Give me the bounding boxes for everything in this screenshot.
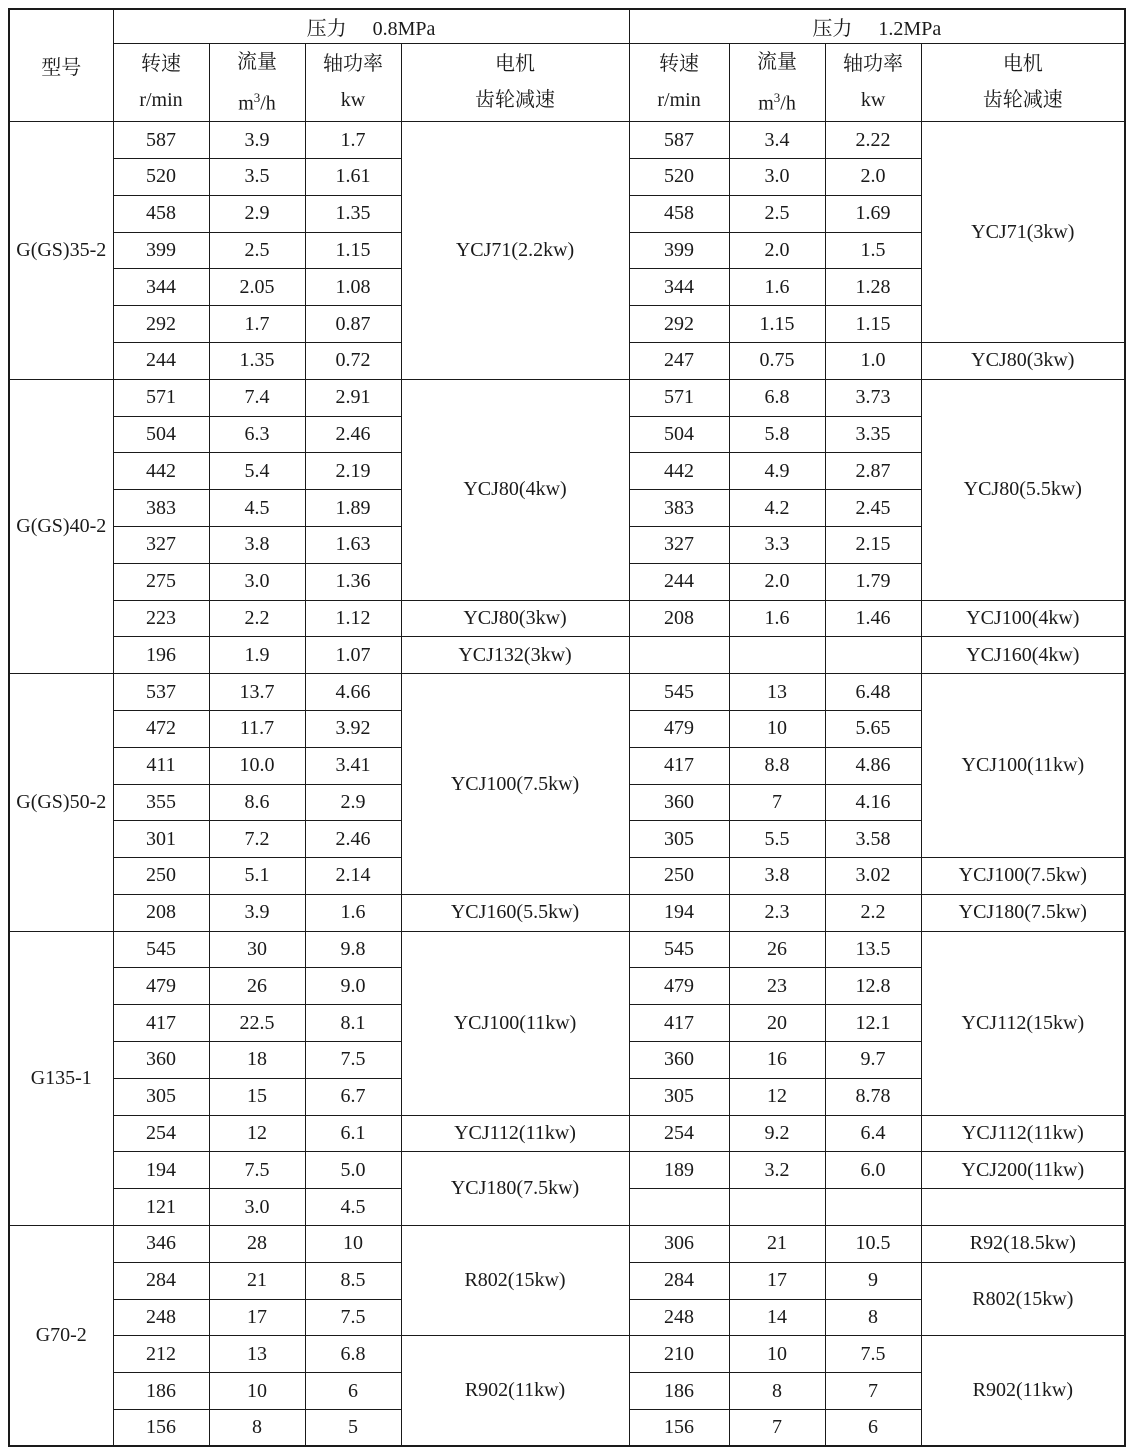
motor-cell-right: YCJ112(15kw) <box>921 931 1125 1115</box>
motor-cell-left: YCJ132(3kw) <box>401 637 629 674</box>
flow-cell-right: 6.8 <box>729 379 825 416</box>
power-cell-right <box>825 1189 921 1226</box>
motor-cell-right: YCJ180(7.5kw) <box>921 894 1125 931</box>
flow-cell-right: 13 <box>729 674 825 711</box>
power-cell-left: 1.7 <box>305 122 401 159</box>
power-cell-right: 13.5 <box>825 931 921 968</box>
flow-cell-left: 10.0 <box>209 747 305 784</box>
power-cell-left: 6.7 <box>305 1078 401 1115</box>
motor-cell-left: YCJ160(5.5kw) <box>401 894 629 931</box>
power-cell-left: 2.9 <box>305 784 401 821</box>
flow-cell-right: 1.15 <box>729 306 825 343</box>
table-row <box>9 1226 1125 1263</box>
power-cell-left: 1.63 <box>305 526 401 563</box>
flow-cell-right: 2.0 <box>729 563 825 600</box>
table-row <box>9 894 1125 931</box>
speed-cell-right: 248 <box>629 1299 729 1336</box>
flow-cell-right: 12 <box>729 1078 825 1115</box>
power-cell-left: 1.08 <box>305 269 401 306</box>
power-cell-left: 1.89 <box>305 490 401 527</box>
motor-cell-right: YCJ80(3kw) <box>921 342 1125 379</box>
speed-cell-right: 571 <box>629 379 729 416</box>
speed-cell-left: 399 <box>113 232 209 269</box>
speed-column-header: 转速 r/min <box>113 43 209 122</box>
flow-cell-right: 16 <box>729 1042 825 1079</box>
speed-cell-right: 545 <box>629 674 729 711</box>
power-cell-left: 6.1 <box>305 1115 401 1152</box>
power-cell-left: 2.19 <box>305 453 401 490</box>
power-cell-right: 3.73 <box>825 379 921 416</box>
power-cell-right: 4.86 <box>825 747 921 784</box>
flow-cell-left: 2.05 <box>209 269 305 306</box>
speed-cell-right: 194 <box>629 894 729 931</box>
power-cell-left: 0.72 <box>305 342 401 379</box>
speed-cell-right: 587 <box>629 122 729 159</box>
power-cell-right: 2.87 <box>825 453 921 490</box>
speed-cell-right: 186 <box>629 1373 729 1410</box>
motor-cell-left: YCJ71(2.2kw) <box>401 122 629 380</box>
speed-cell-left: 571 <box>113 379 209 416</box>
power-column-header: 轴功率 kw <box>825 43 921 122</box>
table-row <box>9 637 1125 674</box>
table-row <box>9 1336 1125 1373</box>
table-row <box>9 674 1125 711</box>
model-column-header: 型号 <box>9 9 113 122</box>
pressure-label: 压力 <box>812 17 853 40</box>
motor-cell-left: R902(11kw) <box>401 1336 629 1446</box>
speed-cell-right <box>629 637 729 674</box>
speed-cell-right: 156 <box>629 1410 729 1447</box>
power-cell-right: 7.5 <box>825 1336 921 1373</box>
flow-cell-left: 26 <box>209 968 305 1005</box>
flow-column-header: 流量 $m^3/h$ <box>209 43 305 122</box>
pressure-value: 1.2MPa <box>878 17 942 40</box>
flow-cell-right: 26 <box>729 931 825 968</box>
power-cell-right: 7 <box>825 1373 921 1410</box>
speed-cell-right: 504 <box>629 416 729 453</box>
model-cell: G(GS)35-2 <box>9 122 113 380</box>
speed-cell-left: 284 <box>113 1262 209 1299</box>
flow-cell-right: 7 <box>729 1410 825 1447</box>
power-cell-left: 1.12 <box>305 600 401 637</box>
speed-cell-right: 327 <box>629 526 729 563</box>
power-cell-left: 10 <box>305 1226 401 1263</box>
power-cell-right: 2.2 <box>825 894 921 931</box>
speed-cell-right: 383 <box>629 490 729 527</box>
power-cell-left: 2.46 <box>305 821 401 858</box>
power-cell-left: 1.35 <box>305 195 401 232</box>
flow-cell-right: 23 <box>729 968 825 1005</box>
flow-cell-right: 20 <box>729 1005 825 1042</box>
speed-cell-left: 186 <box>113 1373 209 1410</box>
flow-cell-right: 1.6 <box>729 600 825 637</box>
motor-cell-right: R802(15kw) <box>921 1262 1125 1336</box>
table-row <box>9 122 1125 159</box>
motor-cell-right: YCJ100(11kw) <box>921 674 1125 858</box>
power-cell-left: 1.07 <box>305 637 401 674</box>
motor-cell-right: R902(11kw) <box>921 1336 1125 1446</box>
power-cell-right: 6.4 <box>825 1115 921 1152</box>
motor-cell-right: YCJ80(5.5kw) <box>921 379 1125 600</box>
power-cell-left: 7.5 <box>305 1299 401 1336</box>
flow-cell-left: 2.2 <box>209 600 305 637</box>
flow-cell-left: 1.7 <box>209 306 305 343</box>
pump-spec-table <box>8 8 1126 1447</box>
motor-cell-left: YCJ180(7.5kw) <box>401 1152 629 1226</box>
power-cell-right: 5.65 <box>825 710 921 747</box>
flow-cell-left: 3.8 <box>209 526 305 563</box>
speed-cell-right: 254 <box>629 1115 729 1152</box>
motor-cell-left: R802(15kw) <box>401 1226 629 1336</box>
speed-cell-left: 479 <box>113 968 209 1005</box>
motor-cell-right: YCJ112(11kw) <box>921 1115 1125 1152</box>
flow-cell-left: 10 <box>209 1373 305 1410</box>
power-cell-right: 2.0 <box>825 158 921 195</box>
flow-cell-right: 7 <box>729 784 825 821</box>
speed-cell-right: 417 <box>629 747 729 784</box>
power-cell-right: 2.15 <box>825 526 921 563</box>
table-body <box>9 122 1125 1447</box>
speed-cell-left: 545 <box>113 931 209 968</box>
flow-cell-left: 30 <box>209 931 305 968</box>
power-cell-left: 1.61 <box>305 158 401 195</box>
power-cell-left: 3.41 <box>305 747 401 784</box>
flow-cell-right: 2.0 <box>729 232 825 269</box>
speed-cell-left: 327 <box>113 526 209 563</box>
speed-cell-right: 292 <box>629 306 729 343</box>
power-cell-right: 12.8 <box>825 968 921 1005</box>
model-cell: G(GS)40-2 <box>9 379 113 673</box>
pressure-value: 0.8MPa <box>372 17 436 40</box>
speed-cell-left: 250 <box>113 858 209 895</box>
flow-cell-left: 18 <box>209 1042 305 1079</box>
power-cell-left: 2.46 <box>305 416 401 453</box>
speed-cell-left: 417 <box>113 1005 209 1042</box>
flow-cell-left: 5.1 <box>209 858 305 895</box>
flow-cell-right: 3.4 <box>729 122 825 159</box>
flow-cell-left: 3.9 <box>209 122 305 159</box>
power-cell-right: 1.0 <box>825 342 921 379</box>
power-cell-right: 10.5 <box>825 1226 921 1263</box>
flow-cell-left: 3.0 <box>209 563 305 600</box>
flow-cell-right: 3.8 <box>729 858 825 895</box>
flow-cell-left: 4.5 <box>209 490 305 527</box>
speed-cell-right <box>629 1189 729 1226</box>
flow-cell-left: 8.6 <box>209 784 305 821</box>
flow-cell-right: 0.75 <box>729 342 825 379</box>
flow-cell-left: 3.9 <box>209 894 305 931</box>
pressure-label: 压力 <box>306 17 347 40</box>
flow-cell-right: 17 <box>729 1262 825 1299</box>
motor-cell-left: YCJ80(4kw) <box>401 379 629 600</box>
flow-cell-right: 10 <box>729 710 825 747</box>
flow-cell-right: 2.3 <box>729 894 825 931</box>
motor-cell-left: YCJ112(11kw) <box>401 1115 629 1152</box>
flow-cell-left: 11.7 <box>209 710 305 747</box>
power-cell-left: 7.5 <box>305 1042 401 1079</box>
flow-cell-right: 4.9 <box>729 453 825 490</box>
power-cell-right: 8.78 <box>825 1078 921 1115</box>
flow-cell-right: 5.8 <box>729 416 825 453</box>
speed-column-header: 转速 r/min <box>629 43 729 122</box>
model-cell: G135-1 <box>9 931 113 1225</box>
power-cell-left: 0.87 <box>305 306 401 343</box>
flow-cell-left: 7.5 <box>209 1152 305 1189</box>
speed-cell-left: 472 <box>113 710 209 747</box>
speed-cell-left: 346 <box>113 1226 209 1263</box>
power-cell-left: 4.5 <box>305 1189 401 1226</box>
power-cell-right: 3.58 <box>825 821 921 858</box>
flow-cell-left: 28 <box>209 1226 305 1263</box>
power-cell-right: 8 <box>825 1299 921 1336</box>
speed-cell-left: 305 <box>113 1078 209 1115</box>
speed-cell-right: 244 <box>629 563 729 600</box>
flow-cell-right: 14 <box>729 1299 825 1336</box>
power-cell-right: 1.15 <box>825 306 921 343</box>
speed-cell-right: 210 <box>629 1336 729 1373</box>
power-cell-right: 3.35 <box>825 416 921 453</box>
flow-cell-left: 17 <box>209 1299 305 1336</box>
speed-cell-left: 383 <box>113 490 209 527</box>
flow-cell-left: 8 <box>209 1410 305 1447</box>
power-cell-right: 9 <box>825 1262 921 1299</box>
power-cell-right: 2.45 <box>825 490 921 527</box>
speed-cell-right: 520 <box>629 158 729 195</box>
flow-cell-left: 13 <box>209 1336 305 1373</box>
power-cell-left: 2.14 <box>305 858 401 895</box>
speed-cell-left: 248 <box>113 1299 209 1336</box>
speed-cell-right: 458 <box>629 195 729 232</box>
flow-cell-left: 22.5 <box>209 1005 305 1042</box>
flow-cell-right: 3.0 <box>729 158 825 195</box>
motor-column-header: 电机 齿轮减速 <box>401 43 629 122</box>
table-row <box>9 379 1125 416</box>
power-cell-right: 6 <box>825 1410 921 1447</box>
motor-cell-right <box>921 1189 1125 1226</box>
speed-cell-left: 254 <box>113 1115 209 1152</box>
power-cell-left: 5 <box>305 1410 401 1447</box>
flow-cell-left: 3.5 <box>209 158 305 195</box>
flow-cell-left: 3.0 <box>209 1189 305 1226</box>
flow-cell-left: 7.4 <box>209 379 305 416</box>
power-cell-left: 6.8 <box>305 1336 401 1373</box>
power-cell-left: 4.66 <box>305 674 401 711</box>
flow-cell-left: 2.9 <box>209 195 305 232</box>
speed-cell-right: 208 <box>629 600 729 637</box>
speed-cell-left: 292 <box>113 306 209 343</box>
power-cell-left: 1.15 <box>305 232 401 269</box>
motor-cell-left: YCJ100(11kw) <box>401 931 629 1115</box>
power-cell-left: 2.91 <box>305 379 401 416</box>
flow-cell-right: 1.6 <box>729 269 825 306</box>
table-header <box>9 9 1125 122</box>
speed-cell-left: 194 <box>113 1152 209 1189</box>
speed-cell-left: 301 <box>113 821 209 858</box>
speed-cell-left: 504 <box>113 416 209 453</box>
speed-cell-left: 537 <box>113 674 209 711</box>
power-cell-left: 3.92 <box>305 710 401 747</box>
speed-cell-left: 587 <box>113 122 209 159</box>
speed-cell-right: 306 <box>629 1226 729 1263</box>
power-cell-right: 6.0 <box>825 1152 921 1189</box>
speed-cell-right: 442 <box>629 453 729 490</box>
flow-cell-left: 2.5 <box>209 232 305 269</box>
motor-cell-right: YCJ100(7.5kw) <box>921 858 1125 895</box>
power-cell-right: 1.28 <box>825 269 921 306</box>
speed-cell-right: 479 <box>629 968 729 1005</box>
speed-cell-left: 208 <box>113 894 209 931</box>
power-cell-right <box>825 637 921 674</box>
speed-cell-left: 275 <box>113 563 209 600</box>
motor-cell-right: YCJ100(4kw) <box>921 600 1125 637</box>
power-cell-left: 1.36 <box>305 563 401 600</box>
power-column-header: 轴功率 kw <box>305 43 401 122</box>
power-cell-left: 9.0 <box>305 968 401 1005</box>
power-cell-right: 3.02 <box>825 858 921 895</box>
power-cell-right: 6.48 <box>825 674 921 711</box>
speed-cell-left: 244 <box>113 342 209 379</box>
flow-cell-right: 8.8 <box>729 747 825 784</box>
flow-cell-right <box>729 637 825 674</box>
speed-cell-left: 442 <box>113 453 209 490</box>
flow-cell-left: 13.7 <box>209 674 305 711</box>
model-cell: G(GS)50-2 <box>9 674 113 932</box>
power-cell-right: 12.1 <box>825 1005 921 1042</box>
power-cell-right: 1.46 <box>825 600 921 637</box>
power-cell-left: 8.5 <box>305 1262 401 1299</box>
speed-cell-right: 247 <box>629 342 729 379</box>
speed-cell-left: 196 <box>113 637 209 674</box>
power-cell-right: 2.22 <box>825 122 921 159</box>
flow-cell-right: 5.5 <box>729 821 825 858</box>
speed-cell-right: 545 <box>629 931 729 968</box>
flow-cell-right <box>729 1189 825 1226</box>
speed-cell-right: 250 <box>629 858 729 895</box>
table-row <box>9 1152 1125 1189</box>
speed-cell-right: 399 <box>629 232 729 269</box>
speed-cell-left: 360 <box>113 1042 209 1079</box>
flow-cell-left: 1.35 <box>209 342 305 379</box>
motor-cell-right: YCJ71(3kw) <box>921 122 1125 343</box>
flow-cell-left: 7.2 <box>209 821 305 858</box>
speed-cell-left: 458 <box>113 195 209 232</box>
speed-cell-right: 344 <box>629 269 729 306</box>
speed-cell-right: 305 <box>629 1078 729 1115</box>
model-cell: G70-2 <box>9 1226 113 1447</box>
power-cell-left: 1.6 <box>305 894 401 931</box>
power-cell-right: 1.79 <box>825 563 921 600</box>
table-row <box>9 931 1125 968</box>
power-cell-right: 1.5 <box>825 232 921 269</box>
power-cell-left: 9.8 <box>305 931 401 968</box>
table-row <box>9 600 1125 637</box>
motor-cell-right: YCJ200(11kw) <box>921 1152 1125 1189</box>
flow-cell-left: 12 <box>209 1115 305 1152</box>
motor-cell-right: YCJ160(4kw) <box>921 637 1125 674</box>
flow-cell-left: 1.9 <box>209 637 305 674</box>
flow-cell-right: 10 <box>729 1336 825 1373</box>
speed-cell-right: 305 <box>629 821 729 858</box>
flow-column-header: 流量 $m^3/h$ <box>729 43 825 122</box>
power-cell-left: 8.1 <box>305 1005 401 1042</box>
speed-cell-left: 411 <box>113 747 209 784</box>
motor-cell-right: R92(18.5kw) <box>921 1226 1125 1263</box>
flow-cell-left: 6.3 <box>209 416 305 453</box>
speed-cell-left: 212 <box>113 1336 209 1373</box>
speed-cell-right: 360 <box>629 1042 729 1079</box>
speed-cell-left: 355 <box>113 784 209 821</box>
flow-cell-right: 2.5 <box>729 195 825 232</box>
motor-cell-left: YCJ100(7.5kw) <box>401 674 629 895</box>
flow-cell-right: 9.2 <box>729 1115 825 1152</box>
speed-cell-left: 121 <box>113 1189 209 1226</box>
flow-cell-right: 4.2 <box>729 490 825 527</box>
pressure-section-header-1.2MPa <box>629 9 1125 43</box>
flow-cell-left: 15 <box>209 1078 305 1115</box>
power-cell-right: 4.16 <box>825 784 921 821</box>
motor-column-header: 电机 齿轮减速 <box>921 43 1125 122</box>
table-row <box>9 1115 1125 1152</box>
pressure-section-header-0.8MPa <box>113 9 629 43</box>
speed-cell-left: 223 <box>113 600 209 637</box>
speed-cell-left: 344 <box>113 269 209 306</box>
speed-cell-right: 189 <box>629 1152 729 1189</box>
motor-cell-left: YCJ80(3kw) <box>401 600 629 637</box>
speed-cell-right: 479 <box>629 710 729 747</box>
power-cell-right: 9.7 <box>825 1042 921 1079</box>
power-cell-left: 5.0 <box>305 1152 401 1189</box>
speed-cell-left: 156 <box>113 1410 209 1447</box>
power-cell-left: 6 <box>305 1373 401 1410</box>
speed-cell-right: 284 <box>629 1262 729 1299</box>
flow-cell-left: 21 <box>209 1262 305 1299</box>
flow-cell-right: 3.3 <box>729 526 825 563</box>
flow-cell-right: 21 <box>729 1226 825 1263</box>
flow-cell-right: 8 <box>729 1373 825 1410</box>
flow-cell-right: 3.2 <box>729 1152 825 1189</box>
flow-cell-left: 5.4 <box>209 453 305 490</box>
speed-cell-left: 520 <box>113 158 209 195</box>
speed-cell-right: 417 <box>629 1005 729 1042</box>
power-cell-right: 1.69 <box>825 195 921 232</box>
speed-cell-right: 360 <box>629 784 729 821</box>
